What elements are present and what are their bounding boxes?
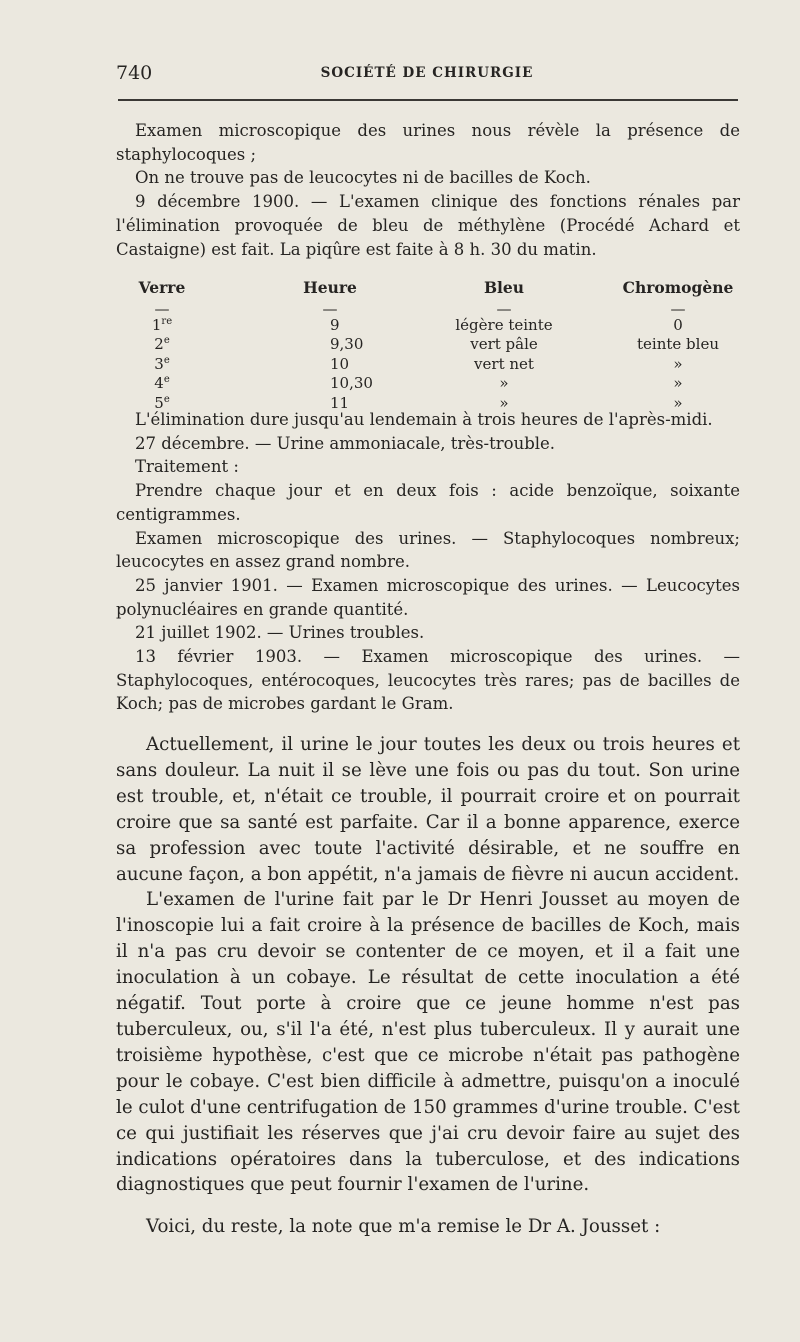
cell-bleu: vert pâle (470, 335, 538, 354)
paragraph: L'examen de l'urine fait par le Dr Henri Jousset au moyen de l'inoscopie lui a fait croire à la présence de bacilles de Koch, mais il n'a pas cru devoir se contenter de ce moyen, et il a fait une inoculation à un cobaye. Le résultat de cette inoculation a été négatif. Tout porte à croire que ce jeune homme n'est pas tuberculeux, ou, s'il l'a été, n'est plus tuberculeux. Il y aurait une troisième hypothèse, c'est que ce microbe n'était pas pathogène pour le cobaye. C'est bien difficile à admettre, puisqu'on a inoculé le culot d'une centrifugation de 150 grammes d'urine trouble. C'est ce qui justifiait les réserves que j'ai cru devoir faire au sujet des indications opératoires dans la tuberculose, et des indications diagnostiques que peut fournir l'examen de l'urine. (116, 889, 740, 1196)
table-row (118, 335, 742, 354)
cell-chromogene: teinte bleu (637, 335, 719, 354)
cell-heure: 9,30 (330, 335, 364, 354)
running-title: SOCIÉTÉ DE CHIRURGIE (320, 65, 534, 81)
paragraph: On ne trouve pas de leucocytes ni de bacilles de Koch. (135, 168, 591, 188)
table-header-row (118, 278, 742, 300)
bottom-text-block (116, 732, 740, 1198)
cell-chromogene: » (673, 393, 683, 412)
page-number: 740 (116, 62, 153, 84)
page-header (116, 62, 738, 86)
dash: — (496, 300, 512, 318)
top-text-block (116, 119, 740, 261)
cell-verre: 1re (151, 316, 173, 334)
closing-line: Voici, du reste, la note que m'a remise le Dr A. Jousset : (146, 1216, 661, 1237)
cell-heure: 11 (330, 393, 350, 412)
paragraph: Examen microscopique des urines. — Staphylocoques nombreux; leucocytes en assez grand nombre. (116, 528, 740, 572)
column-header-heure: Heure (303, 278, 357, 297)
cell-bleu: » (499, 374, 509, 393)
cell-bleu: » (499, 393, 509, 412)
cell-bleu: vert net (474, 354, 534, 373)
paragraph: 9 décembre 1900. — L'examen clinique des fonctions rénales par l'élimination provoquée de bleu de méthylène (Procédé Achard et Castaigne) est fait. La piqûre est faite à 8 h. 30 du matin. (116, 192, 740, 259)
table-row (118, 374, 742, 393)
paragraph: Prendre chaque jour et en deux fois : acide benzoïque, soixante centigrammes. (116, 481, 740, 524)
column-header-verre: Verre (138, 278, 186, 297)
middle-text-block (116, 408, 740, 716)
paragraph: 13 février 1903. — Examen microscopique des urines. — Staphylocoques, entérocoques, leucocytes très rares; pas de bacilles de Koch; pas de microbes gardant le Gram. (116, 647, 740, 714)
column-header-chromogene: Chromogène (622, 278, 734, 297)
cell-chromogene: » (673, 374, 683, 393)
elimination-table (118, 278, 742, 413)
cell-chromogene: 0 (673, 316, 683, 334)
paragraph: 21 juillet 1902. — Urines troubles. (135, 623, 425, 643)
cell-chromogene: » (673, 354, 683, 373)
cell-heure: 10,30 (330, 374, 373, 393)
paragraph: Traitement : (135, 457, 239, 477)
cell-verre: 2e (154, 335, 170, 354)
dash: — (154, 300, 170, 318)
closing-block (116, 1214, 740, 1240)
column-header-bleu: Bleu (483, 278, 525, 297)
paragraph: 27 décembre. — Urine ammoniacale, très-trouble. (135, 433, 556, 453)
cell-bleu: légère teinte (455, 316, 553, 334)
table-dash-row (118, 300, 742, 316)
cell-verre: 3e (154, 354, 170, 373)
paragraph: L'élimination dure jusqu'au lendemain à trois heures de l'après-midi. (135, 410, 713, 429)
cell-heure: 10 (330, 354, 350, 373)
cell-verre: 5e (154, 393, 170, 412)
paragraph: 25 janvier 1901. — Examen microscopique des urines. — Leucocytes polynucléaires en grande quantité. (116, 575, 740, 619)
header-rule (118, 99, 738, 101)
cell-heure: 9 (330, 316, 340, 334)
paragraph: Examen microscopique des urines nous révèle la présence de staphylocoques ; (116, 121, 740, 164)
table-row (118, 355, 742, 374)
cell-verre: 4e (154, 374, 170, 393)
dash: — (670, 300, 686, 318)
table-row (118, 316, 742, 335)
dash: — (322, 300, 338, 318)
paragraph: Actuellement, il urine le jour toutes les deux ou trois heures et sans douleur. La nuit il se lève une fois ou pas du tout. Son urine est trouble, et, n'était ce trouble, il pourrait croire et on pourrait croire que sa santé est parfaite. Car il a bonne apparence, exerce sa profession avec toute l'activité désirable, et ne souffre en aucune façon, a bon appétit, n'a jamais de fièvre ni aucun accident. (116, 734, 740, 885)
